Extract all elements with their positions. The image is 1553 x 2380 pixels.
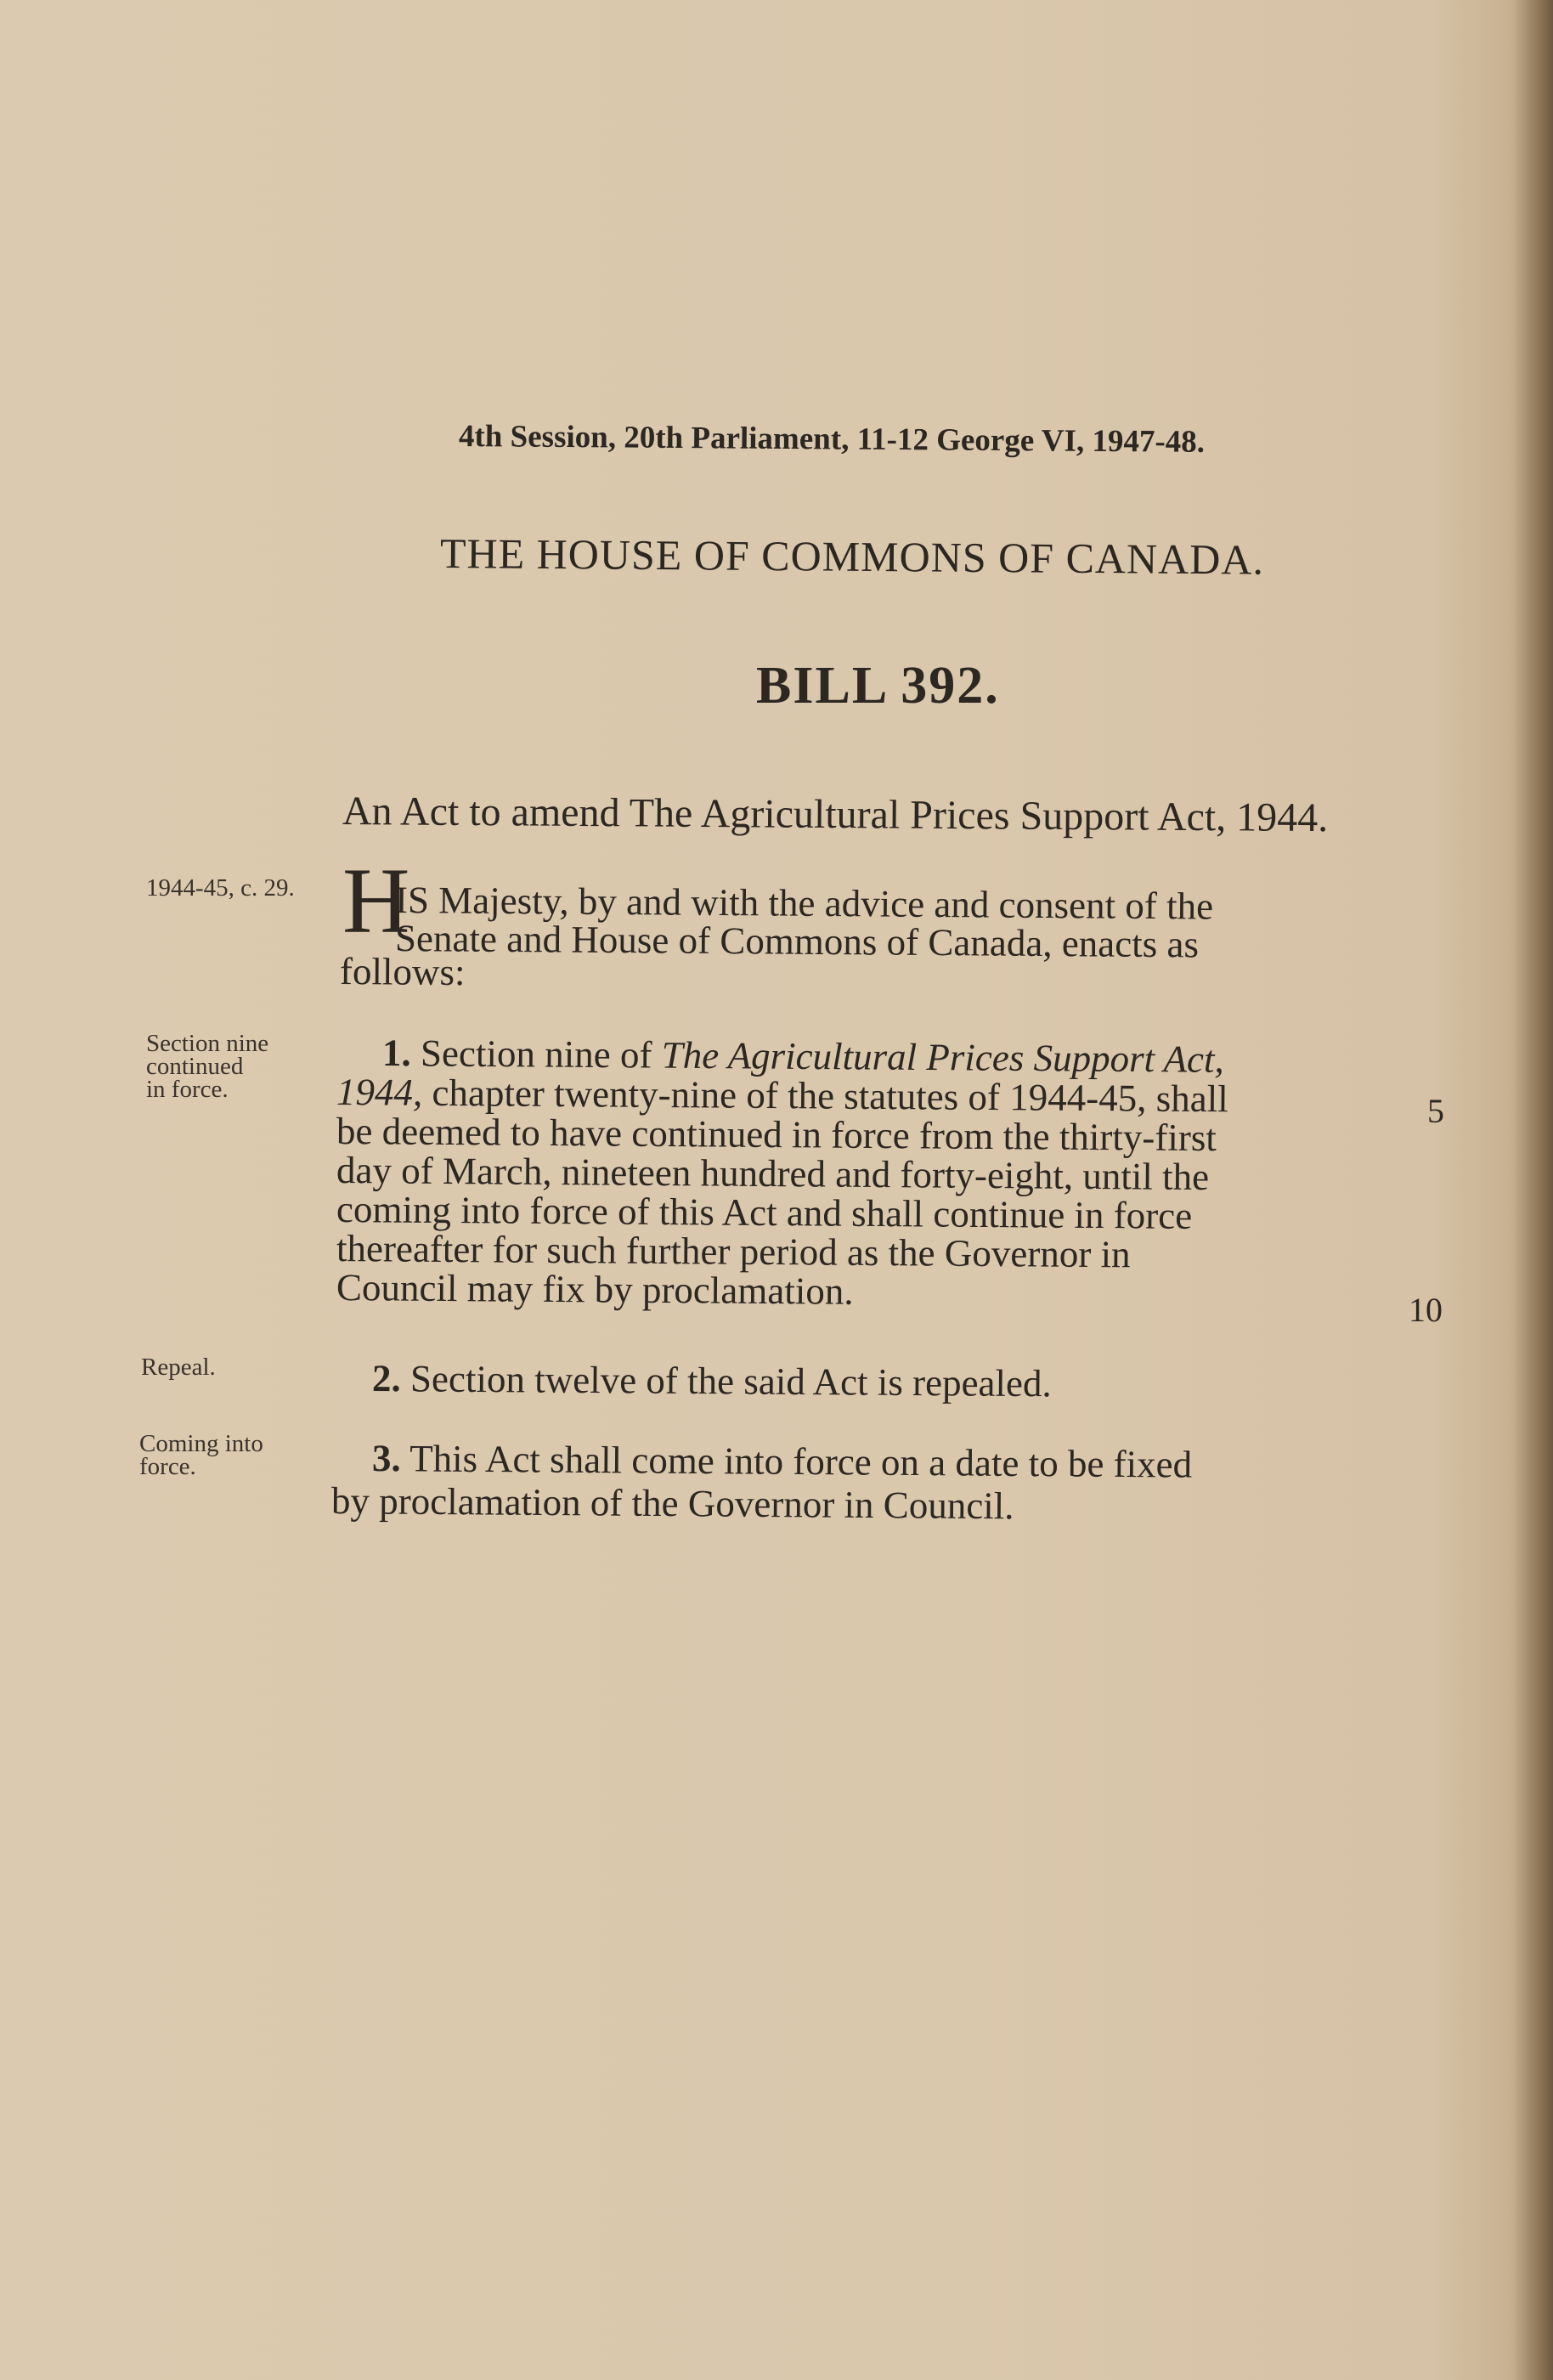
- section-1-lead: Section nine of: [420, 1032, 652, 1077]
- session-heading: 4th Session, 20th Parliament, 11-12 George VI, 1947-48.: [458, 419, 1206, 460]
- margin-section-nine-1: Section nine: [146, 1030, 269, 1057]
- section-1-line-2-rest: chapter twenty-nine of the statutes of 1944-45, shall: [432, 1071, 1228, 1121]
- section-1-line-6: thereafter for such further period as the Governor in: [336, 1227, 1131, 1276]
- section-3-line-2: by proclamation of the Governor in Council.: [330, 1479, 1014, 1528]
- margin-coming-into-force-2: force.: [139, 1453, 196, 1480]
- preamble-line-2: Senate and House of Commons of Canada, enacts as: [394, 917, 1200, 966]
- section-2-number: 2.: [371, 1357, 401, 1400]
- section-1-year: 1944,: [336, 1071, 423, 1114]
- preamble-line-1: IS Majesty, by and with the advice and consent of the: [394, 879, 1214, 928]
- margin-citation: 1944-45, c. 29.: [146, 874, 295, 902]
- section-2-text: Section twelve of the said Act is repealed.: [409, 1357, 1052, 1405]
- section-2-line: [372, 1356, 1052, 1405]
- margin-section-nine-3: in force.: [146, 1076, 229, 1103]
- line-number-10: 10: [1409, 1291, 1443, 1329]
- section-1-line-5: coming into force of this Act and shall continue in force: [336, 1188, 1193, 1237]
- bill-subtitle: An Act to amend The Agricultural Prices Support Act, 1944.: [342, 789, 1329, 841]
- margin-section-nine-2: continued: [146, 1053, 244, 1080]
- section-3-text: This Act shall come into force on a date to be fixed: [409, 1437, 1193, 1486]
- section-1-number: 1.: [381, 1032, 411, 1075]
- house-heading: THE HOUSE OF COMMONS OF CANADA.: [439, 529, 1265, 584]
- margin-coming-into-force-1: Coming into: [139, 1430, 263, 1457]
- section-1-act-name: The Agricultural Prices Support Act,: [661, 1033, 1224, 1081]
- bill-title: BILL 392.: [756, 657, 1000, 715]
- line-number-5: 5: [1427, 1092, 1444, 1130]
- margin-repeal: Repeal.: [141, 1354, 216, 1381]
- section-1-line-7: Council may fix by proclamation.: [336, 1266, 854, 1313]
- section-1-line-3: be deemed to have continued in force from the thirty-first: [336, 1110, 1217, 1160]
- section-1-line-4: day of March, nineteen hundred and forty-eight, until the: [336, 1149, 1210, 1199]
- page-edge-shadow: [1514, 0, 1553, 2380]
- section-3-number: 3.: [371, 1437, 401, 1480]
- preamble-line-3: follows:: [339, 950, 466, 994]
- drop-cap: H: [342, 849, 410, 953]
